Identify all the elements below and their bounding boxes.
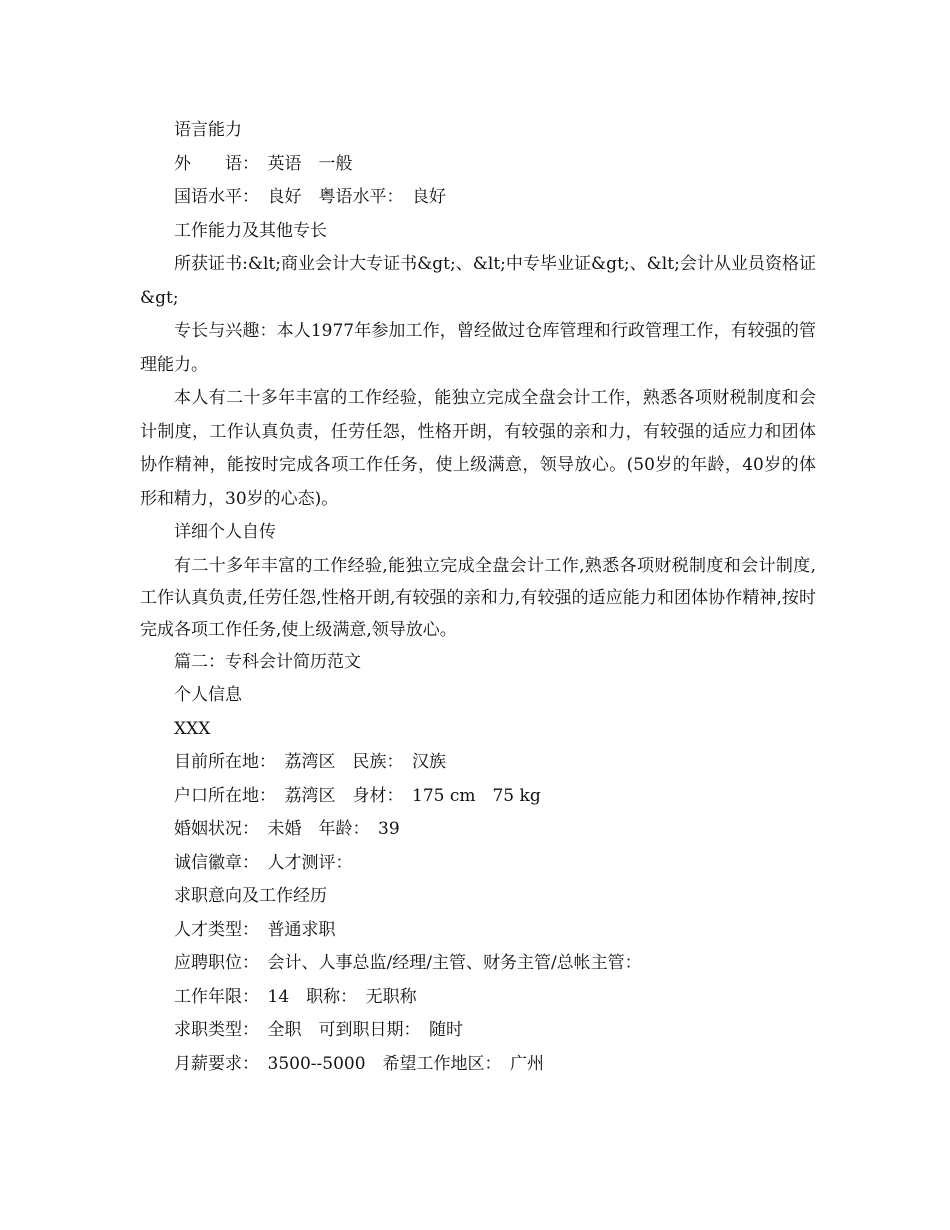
salary-line: 月薪要求： 3500--5000 希望工作地区： 广州 [174, 1053, 545, 1074]
experience-paragraph: 本人有二十多年丰富的工作经验，能独立完成全盘会计工作，熟悉各项财税制度和会计制度，工作认真负责，任劳任怨，性格开朗，有较强的亲和力，有较强的适应力和团体协作精神，能按时完成各项工作任务，使上级满意，领导放心。(50岁的年龄，40岁的体形和精力，30岁的心态)。 [140, 388, 816, 509]
marital-line: 婚姻状况： 未婚 年龄： 39 [174, 819, 400, 839]
section-heading-skills: 工作能力及其他专长 [174, 220, 327, 241]
residence-line: 户口所在地： 荔湾区 身材： 175 cm 75 kg [174, 785, 541, 806]
name-line: XXX [174, 718, 211, 739]
dialect-level-line: 国语水平： 良好 粤语水平： 良好 [174, 187, 446, 207]
credit-badge-line: 诚信徽章： 人才测评： [174, 852, 353, 873]
section-heading-job-intent: 求职意向及工作经历 [174, 886, 327, 906]
interests-paragraph: 专长与兴趣：本人1977年参加工作，曾经做过仓库管理和行政管理工作，有较强的管理能力。 [140, 321, 816, 375]
document-page [140, 114, 816, 1081]
position-line: 应聘职位： 会计、人事总监/经理/主管、财务主管/总帐主管： [174, 953, 642, 973]
work-years-line: 工作年限： 14 职称： 无职称 [174, 986, 417, 1007]
part-two-title: 篇二：专科会计简历范文 [174, 651, 361, 672]
certificates-paragraph: 所获证书:&lt;商业会计大专证书&gt;、&lt;中专毕业证&gt;、&lt;会计从业员资格证&gt; [140, 254, 816, 308]
foreign-language-line: 外 语： 英语 一般 [174, 153, 353, 174]
section-heading-language: 语言能力 [174, 120, 242, 140]
biography-paragraph: 有二十多年丰富的工作经验,能独立完成全盘会计工作,熟悉各项财税制度和会计制度,工作认真负责,任劳任怨,性格开朗,有较强的亲和力,有较强的适应能力和团体协作精神,按时完成各项工作任务,使上级满意,领导放心。 [140, 555, 816, 640]
job-type-line: 求职类型： 全职 可到职日期： 随时 [174, 1020, 463, 1040]
section-heading-personal-info: 个人信息 [174, 685, 242, 705]
location-line: 目前所在地： 荔湾区 民族： 汉族 [174, 752, 446, 772]
talent-type-line: 人才类型： 普通求职 [174, 919, 336, 940]
section-heading-biography: 详细个人自传 [174, 522, 276, 542]
